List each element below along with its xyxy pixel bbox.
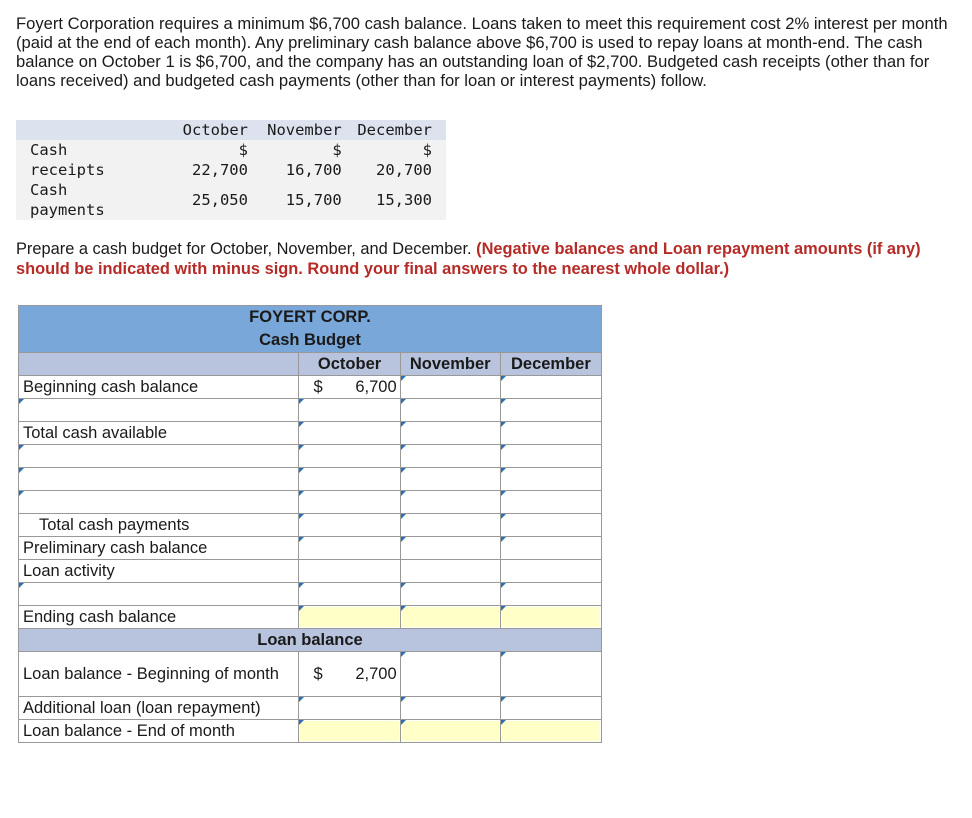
beginning-cash-november-input[interactable] — [400, 376, 500, 399]
loan-beginning-october: $ 2,700 — [299, 652, 400, 697]
cash-budget-table — [18, 305, 602, 743]
receipts-october: 22,700 — [191, 161, 248, 179]
receipts-december: 20,700 — [376, 161, 432, 179]
payment-item-1-label-input[interactable] — [19, 445, 299, 468]
col-header-november: November — [248, 120, 342, 140]
total-cash-payments-november-input[interactable] — [400, 514, 500, 537]
payment-item-2-november-input[interactable] — [400, 468, 500, 491]
col-header-december: December — [342, 120, 446, 140]
loan-end-october-input[interactable] — [299, 720, 400, 743]
preliminary-cash-october-input[interactable] — [299, 537, 400, 560]
additional-loan-label: Additional loan (loan repayment) — [19, 697, 299, 720]
payment-item-1-november-input[interactable] — [400, 445, 500, 468]
problem-text: Foyert Corporation requires a minimum $6,700 cash balance. Loans taken to meet this requirement cost 2% interest per month (paid at the end of each month). Any preliminary cash balance above $6,700 is used to repay loans at month-end. The cash balance on October 1 is $6,700, and the company has an outstanding loan of $2,700. Budgeted cash receipts (other than for loans received) and budgeted cash payments (other than for loan or interest payments) follow. — [16, 14, 948, 90]
preliminary-cash-november-input[interactable] — [400, 537, 500, 560]
payments-december: 15,300 — [376, 191, 432, 209]
loan-activity-october-input[interactable] — [299, 583, 400, 606]
payment-item-3-december-input[interactable] — [500, 491, 601, 514]
budget-header — [19, 306, 602, 353]
receipts-december-input[interactable] — [500, 399, 601, 422]
total-cash-available-november-input[interactable] — [400, 422, 500, 445]
budget-col-october: October — [299, 353, 400, 376]
loan-activity-item-label-input[interactable] — [19, 583, 299, 606]
row-label-cash-receipts: Cash receipts — [30, 141, 105, 179]
additional-loan-october-input[interactable] — [299, 697, 400, 720]
receipts-november: 16,700 — [285, 161, 342, 179]
budget-col-november: November — [400, 353, 500, 376]
total-cash-available-october-input[interactable] — [299, 422, 400, 445]
total-cash-payments-label: Total cash payments — [19, 514, 299, 537]
total-cash-available-label: Total cash available — [19, 422, 299, 445]
payment-item-3-label-input[interactable] — [19, 491, 299, 514]
ending-cash-december-input[interactable] — [500, 606, 601, 629]
budget-data-table: October November December Cash receipts $ 22,700 $ 16,700 $ 20,700 Cash payments 25,050 15,700 15,300 — [16, 120, 446, 220]
ending-cash-november-input[interactable] — [400, 606, 500, 629]
loan-end-label: Loan balance - End of month — [19, 720, 299, 743]
row-label-cash-payments: Cash payments — [30, 181, 105, 219]
preliminary-cash-label: Preliminary cash balance — [19, 537, 299, 560]
additional-loan-december-input[interactable] — [500, 697, 601, 720]
loan-beginning-november-input[interactable] — [400, 652, 500, 697]
payment-item-2-october-input[interactable] — [299, 468, 400, 491]
loan-activity-november-input[interactable] — [400, 583, 500, 606]
preliminary-cash-december-input[interactable] — [500, 537, 601, 560]
beginning-cash-label: Beginning cash balance — [19, 376, 299, 399]
instructions-emphasis: (Negative balances and Loan repayment amounts (if any) should be indicated with minus sign. Round your final answers to the nearest whole dollar.) — [16, 240, 921, 278]
payment-item-3-november-input[interactable] — [400, 491, 500, 514]
company-name: FOYERT CORP. — [249, 308, 371, 326]
ending-cash-label: Ending cash balance — [19, 606, 299, 629]
beginning-cash-december-input[interactable] — [500, 376, 601, 399]
budget-col-december: December — [500, 353, 601, 376]
payments-october: 25,050 — [191, 191, 248, 209]
loan-beginning-label: Loan balance - Beginning of month — [19, 652, 299, 697]
loan-beginning-december-input[interactable] — [500, 652, 601, 697]
receipts-october-input[interactable] — [299, 399, 400, 422]
ending-cash-october-input[interactable] — [299, 606, 400, 629]
loan-end-november-input[interactable] — [400, 720, 500, 743]
total-cash-available-december-input[interactable] — [500, 422, 601, 445]
total-cash-payments-december-input[interactable] — [500, 514, 601, 537]
instructions: Prepare a cash budget for October, November, and December. (Negative balances and Loan repayment amounts (if any) should be indicated with minus sign. Round your final answers to the nearest whole dollar.) — [16, 240, 921, 278]
additional-loan-november-input[interactable] — [400, 697, 500, 720]
total-cash-payments-october-input[interactable] — [299, 514, 400, 537]
payments-november: 15,700 — [285, 191, 342, 209]
payment-item-2-december-input[interactable] — [500, 468, 601, 491]
loan-activity-label: Loan activity — [19, 560, 299, 583]
col-header-october: October — [168, 120, 248, 140]
loan-balance-header: Loan balance — [19, 629, 602, 652]
loan-activity-december-input[interactable] — [500, 583, 601, 606]
payment-item-3-october-input[interactable] — [299, 491, 400, 514]
payment-item-2-label-input[interactable] — [19, 468, 299, 491]
beginning-cash-october: $ 6,700 — [299, 376, 400, 399]
loan-end-december-input[interactable] — [500, 720, 601, 743]
budget-title: Cash Budget — [259, 331, 361, 349]
payment-item-1-october-input[interactable] — [299, 445, 400, 468]
receipts-label-input[interactable] — [19, 399, 299, 422]
receipts-november-input[interactable] — [400, 399, 500, 422]
payment-item-1-december-input[interactable] — [500, 445, 601, 468]
